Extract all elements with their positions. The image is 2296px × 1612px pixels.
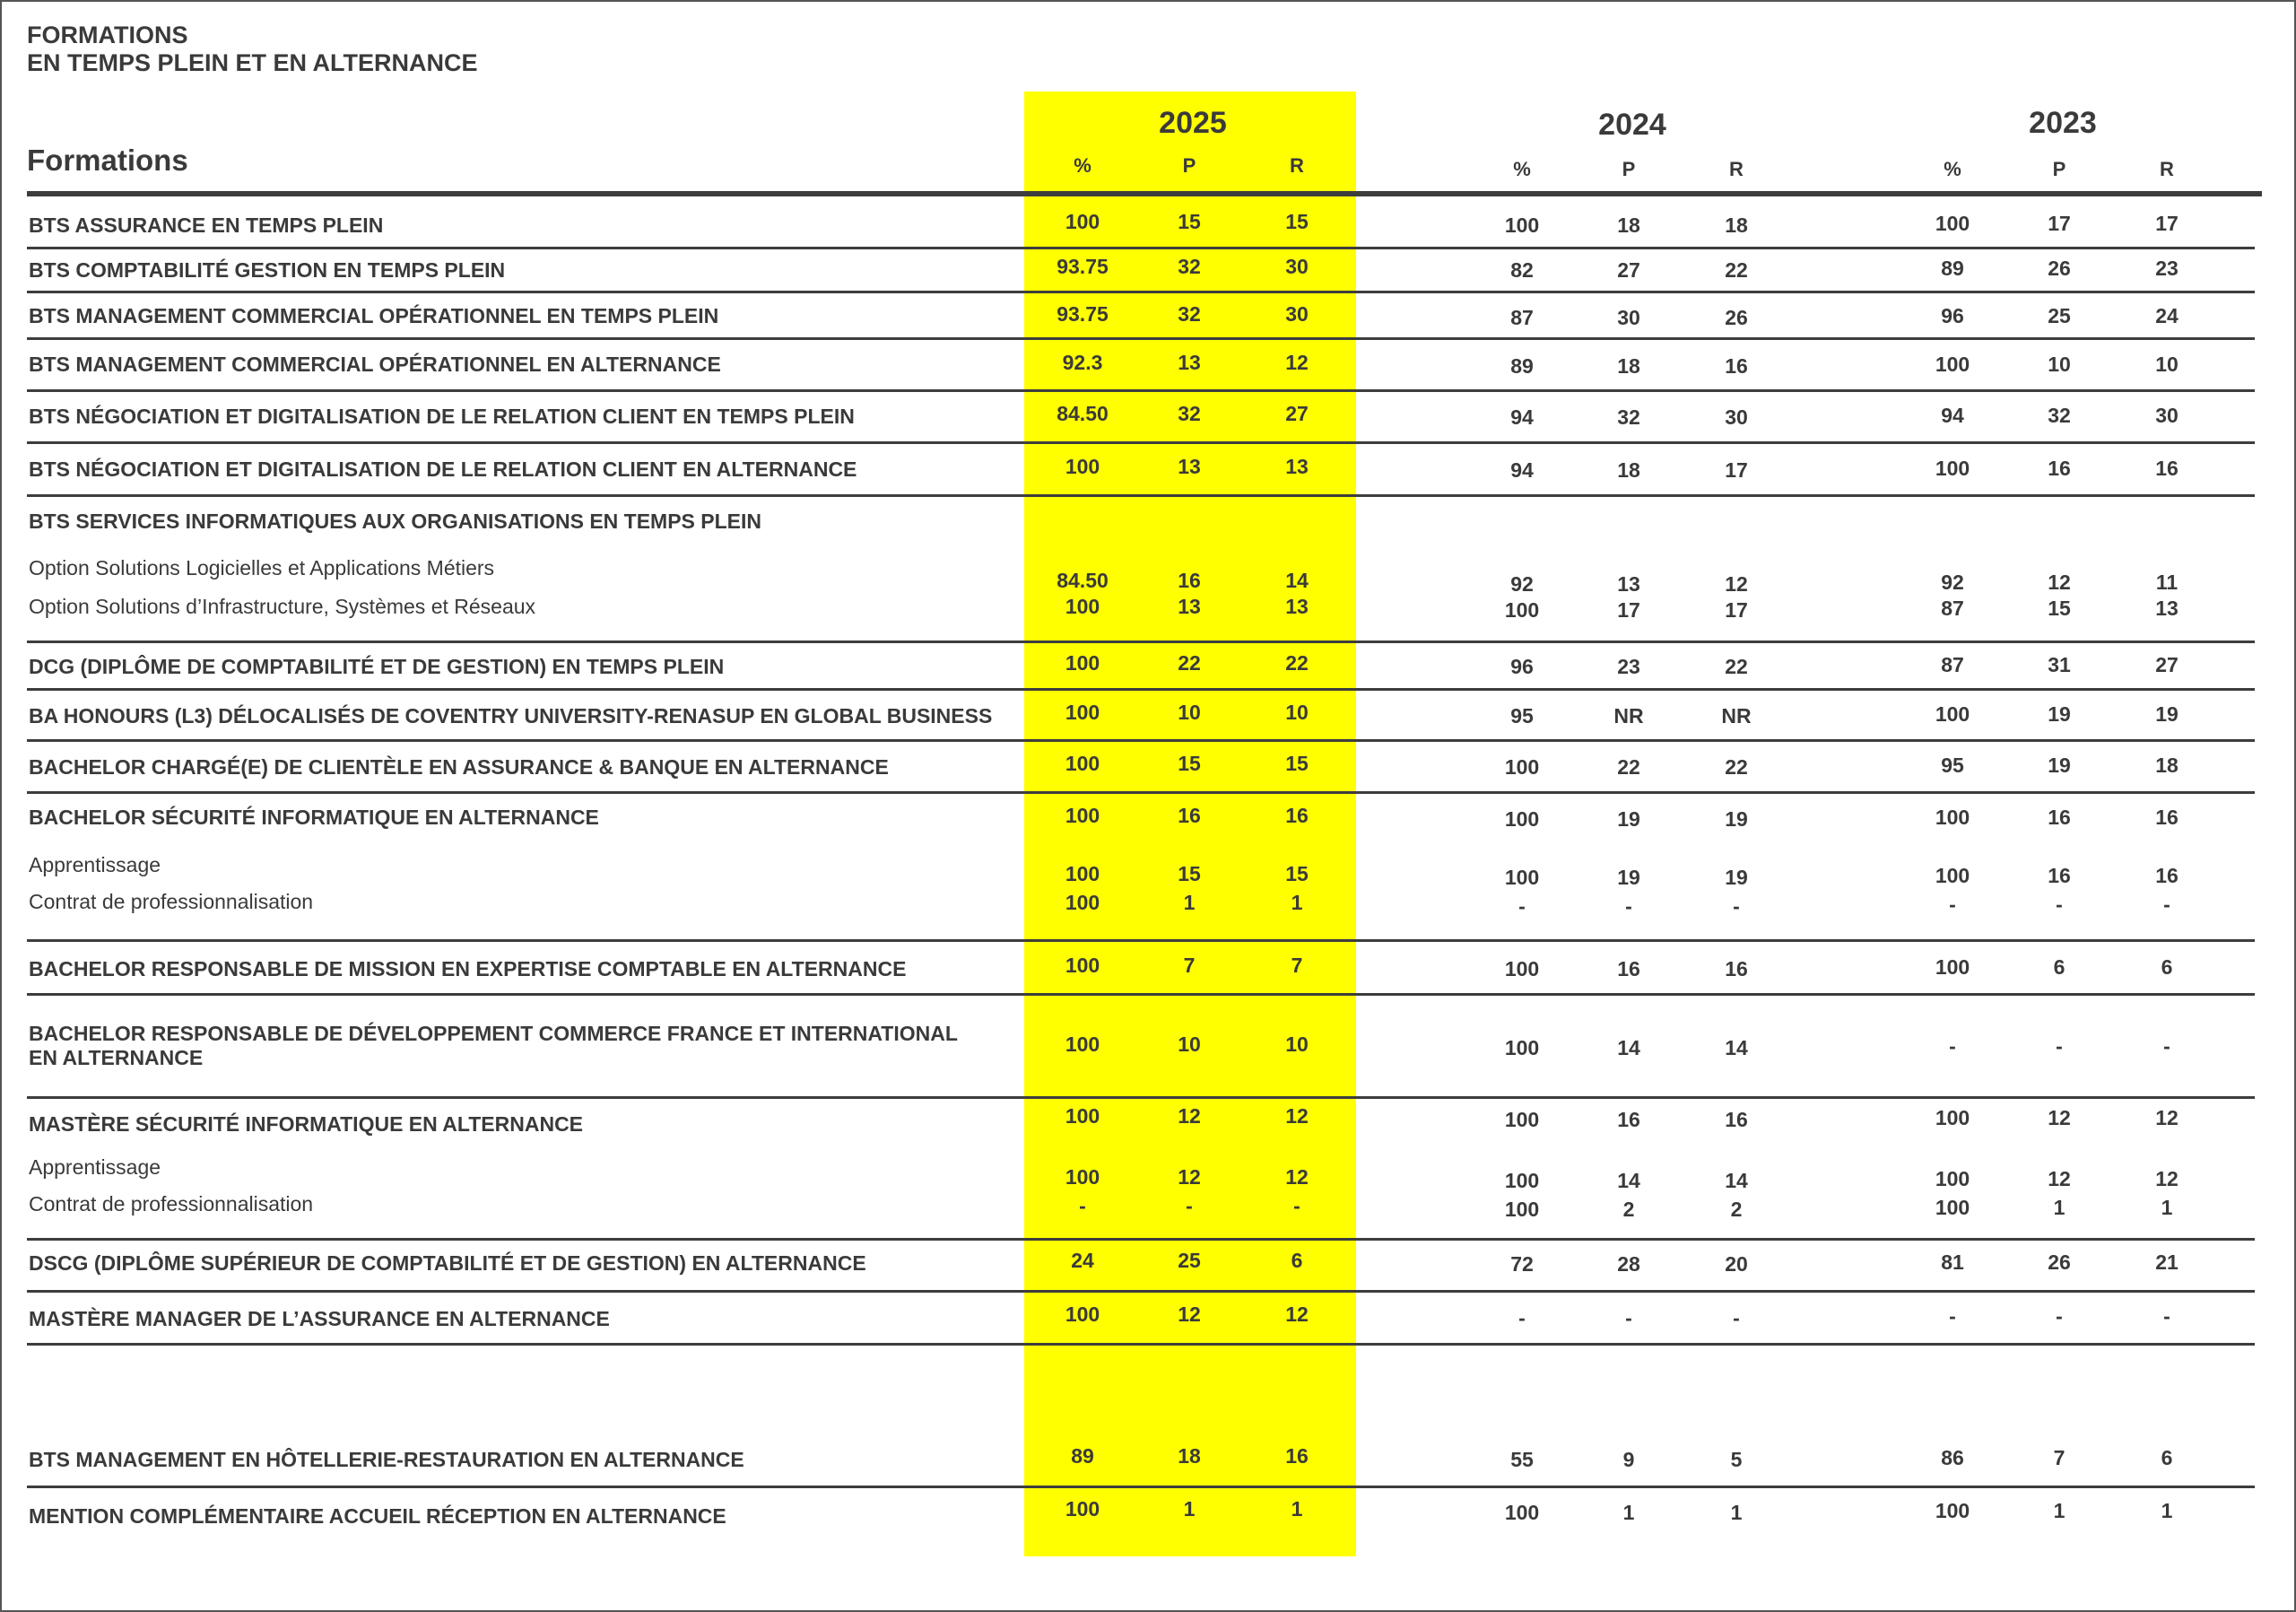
header-rule	[27, 191, 2262, 196]
row-10-sub-0-2024-r: 19	[1725, 866, 1748, 889]
row-17-2024-percent: 100	[1504, 1501, 1540, 1524]
row-13-sub-1-2023-r: 1	[2161, 1196, 2173, 1219]
sub-header-reussis: R	[2160, 158, 2174, 180]
row-13-sub-1-2023-percent: 100	[1935, 1196, 1970, 1219]
row-13-sub-0-2023-percent: 100	[1935, 1167, 1970, 1190]
row-10-2023-r: 16	[2155, 806, 2179, 829]
row-4-2023-percent: 94	[1941, 404, 1964, 427]
row-13-2024-percent: 100	[1504, 1108, 1540, 1131]
row-12-2024-p: 14	[1617, 1036, 1640, 1059]
row-15-2025-percent: 100	[1065, 1303, 1100, 1326]
row-0-2023-percent: 100	[1935, 212, 1970, 235]
row-11-2023-p: 6	[2053, 955, 2066, 979]
row-13-2024-p: 16	[1617, 1108, 1640, 1131]
row-3-2023-p: 10	[2048, 353, 2071, 376]
row-12-2025-p: 10	[1178, 1033, 1201, 1056]
row-17-2023-percent: 100	[1935, 1499, 1970, 1522]
formation-label: DSCG (DIPLÔME SUPÉRIEUR DE COMPTABILITÉ ET DE GESTION) EN ALTERNANCE	[29, 1251, 866, 1275]
row-6-sub-0-2025-r: 14	[1285, 569, 1309, 592]
row-3-2025-percent: 92.3	[1062, 351, 1103, 374]
formation-label: BACHELOR RESPONSABLE DE MISSION EN EXPERTISE COMPTABLE EN ALTERNANCE	[29, 957, 907, 980]
row-16-2025-p: 18	[1178, 1444, 1201, 1468]
row-7-2023-percent: 87	[1941, 653, 1964, 676]
row-5-2024-p: 18	[1617, 458, 1640, 482]
row-5-2024-percent: 94	[1510, 458, 1534, 482]
year-header-2024: 2024	[1598, 108, 1666, 142]
row-10-sub-1-2023-p: -	[2056, 893, 2063, 916]
row-11-2025-percent: 100	[1065, 954, 1100, 977]
row-1-2024-percent: 82	[1510, 258, 1534, 282]
row-divider	[27, 1290, 2255, 1293]
row-8-2024-r: NR	[1721, 704, 1752, 728]
sub-header-presentes: P	[1622, 158, 1636, 180]
row-divider	[27, 247, 2255, 249]
row-4-2023-r: 30	[2155, 404, 2179, 427]
formation-label: BTS MANAGEMENT COMMERCIAL OPÉRATIONNEL EN TEMPS PLEIN	[29, 304, 719, 327]
row-11-2025-r: 7	[1291, 954, 1303, 977]
row-3-2025-r: 12	[1285, 351, 1309, 374]
row-15-2023-r: -	[2163, 1304, 2170, 1328]
sub-header-presentes: P	[2052, 158, 2066, 180]
row-10-sub-0-2025-p: 15	[1178, 862, 1201, 885]
row-14-2023-percent: 81	[1941, 1250, 1964, 1274]
row-11-2024-r: 16	[1725, 957, 1748, 980]
row-13-sub-0-2023-p: 12	[2048, 1167, 2071, 1190]
row-2-2023-percent: 96	[1941, 304, 1964, 327]
row-6-sub-1-2023-percent: 87	[1941, 597, 1964, 620]
row-5-2025-p: 13	[1178, 455, 1201, 478]
row-6-sub-1-2024-p: 17	[1617, 598, 1640, 622]
row-13-2023-percent: 100	[1935, 1106, 1970, 1129]
document-title-line-2: EN TEMPS PLEIN ET EN ALTERNANCE	[27, 49, 478, 76]
row-13-sub-1-2024-percent: 100	[1504, 1198, 1540, 1221]
row-10-2023-percent: 100	[1935, 806, 1970, 829]
formation-label: BA HONOURS (L3) DÉLOCALISÉS DE COVENTRY UNIVERSITY-RENASUP EN GLOBAL BUSINESS	[29, 704, 993, 728]
formation-label: BTS ASSURANCE EN TEMPS PLEIN	[29, 213, 384, 237]
row-0-2024-r: 18	[1725, 213, 1748, 237]
row-7-2025-r: 22	[1285, 651, 1309, 675]
row-12-2023-r: -	[2163, 1034, 2170, 1058]
row-16-2025-percent: 89	[1071, 1444, 1094, 1468]
row-1-2025-p: 32	[1178, 255, 1201, 278]
row-6-sub-0-2024-percent: 92	[1510, 572, 1534, 596]
row-9-2024-percent: 100	[1504, 755, 1540, 779]
sub-header-percent: %	[1513, 158, 1531, 180]
row-4-2024-r: 30	[1725, 405, 1748, 429]
year-header-2023: 2023	[2029, 106, 2097, 140]
row-13-2025-percent: 100	[1065, 1104, 1100, 1128]
row-13-sub-1-2025-r: -	[1293, 1194, 1300, 1217]
row-0-2025-percent: 100	[1065, 210, 1100, 233]
row-13-2025-p: 12	[1178, 1104, 1201, 1128]
row-11-2024-p: 16	[1617, 957, 1640, 980]
row-10-sub-0-2025-percent: 100	[1065, 862, 1100, 885]
row-6-sub-1-2023-r: 13	[2155, 597, 2179, 620]
row-2-2024-p: 30	[1617, 306, 1640, 329]
row-1-2025-percent: 93.75	[1057, 255, 1109, 278]
row-10-2024-p: 19	[1617, 807, 1640, 831]
row-5-2024-r: 17	[1725, 458, 1748, 482]
row-10-2023-p: 16	[2048, 806, 2071, 829]
row-13-sub-1-2023-p: 1	[2053, 1196, 2066, 1219]
row-4-2024-percent: 94	[1510, 405, 1534, 429]
row-1-2023-percent: 89	[1941, 257, 1964, 280]
row-14-2024-percent: 72	[1510, 1252, 1534, 1276]
row-divider	[27, 441, 2255, 444]
row-2-2025-p: 32	[1178, 302, 1201, 326]
row-14-2023-r: 21	[2155, 1250, 2179, 1274]
row-8-2024-percent: 95	[1510, 704, 1534, 728]
row-7-2023-p: 31	[2048, 653, 2071, 676]
row-15-2025-r: 12	[1285, 1303, 1309, 1326]
row-15-2025-p: 12	[1178, 1303, 1201, 1326]
sub-formation-label: Option Solutions Logicielles et Applications Métiers	[29, 556, 495, 579]
row-divider	[27, 739, 2255, 742]
row-10-2024-percent: 100	[1504, 807, 1540, 831]
formation-label: MENTION COMPLÉMENTAIRE ACCUEIL RÉCEPTION EN ALTERNANCE	[29, 1504, 726, 1528]
row-17-2025-percent: 100	[1065, 1497, 1100, 1521]
row-13-sub-1-2024-p: 2	[1622, 1198, 1635, 1221]
row-14-2023-p: 26	[2048, 1250, 2071, 1274]
row-17-2024-r: 1	[1730, 1501, 1743, 1524]
row-13-sub-1-2025-percent: -	[1079, 1194, 1086, 1217]
row-11-2023-percent: 100	[1935, 955, 1970, 979]
row-divider	[27, 494, 2255, 497]
sub-formation-label: Contrat de professionnalisation	[29, 1192, 314, 1216]
row-10-sub-1-2025-percent: 100	[1065, 891, 1100, 914]
row-1-2024-r: 22	[1725, 258, 1748, 282]
row-8-2024-p: NR	[1613, 704, 1644, 728]
row-13-2023-p: 12	[2048, 1106, 2071, 1129]
row-15-2023-p: -	[2056, 1304, 2063, 1328]
row-6-sub-1-2024-r: 17	[1725, 598, 1748, 622]
row-6-sub-1-2025-r: 13	[1285, 595, 1309, 618]
formation-label: BTS COMPTABILITÉ GESTION EN TEMPS PLEIN	[29, 258, 506, 282]
sub-formation-label: Option Solutions d’Infrastructure, Systèmes et Réseaux	[29, 595, 536, 618]
row-divider	[27, 1238, 2255, 1241]
row-10-sub-0-2025-r: 15	[1285, 862, 1309, 885]
sub-header-reussis: R	[1290, 154, 1304, 177]
row-3-2023-r: 10	[2155, 353, 2179, 376]
row-16-2023-r: 6	[2161, 1446, 2173, 1469]
row-7-2024-r: 22	[1725, 655, 1748, 678]
row-3-2024-percent: 89	[1510, 354, 1534, 378]
row-divider	[27, 993, 2255, 996]
sub-formation-label: Apprentissage	[29, 853, 161, 876]
formation-label: BTS NÉGOCIATION ET DIGITALISATION DE LE RELATION CLIENT EN TEMPS PLEIN	[29, 405, 855, 428]
row-13-2025-r: 12	[1285, 1104, 1309, 1128]
row-9-2025-r: 15	[1285, 752, 1309, 775]
row-10-2025-p: 16	[1178, 804, 1201, 827]
row-1-2023-p: 26	[2048, 257, 2071, 280]
row-1-2025-r: 30	[1285, 255, 1309, 278]
row-1-2023-r: 23	[2155, 257, 2179, 280]
row-5-2023-percent: 100	[1935, 457, 1970, 480]
row-6-sub-0-2025-percent: 84.50	[1057, 569, 1109, 592]
row-2-2023-r: 24	[2155, 304, 2179, 327]
row-10-sub-1-2025-r: 1	[1291, 891, 1303, 914]
row-10-sub-1-2024-percent: -	[1518, 894, 1526, 918]
sub-header-reussis: R	[1729, 158, 1744, 180]
formations-column-header: Formations	[27, 144, 188, 177]
row-9-2023-r: 18	[2155, 754, 2179, 777]
row-2-2024-r: 26	[1725, 306, 1748, 329]
row-0-2023-p: 17	[2048, 212, 2071, 235]
row-2-2024-percent: 87	[1510, 306, 1534, 329]
row-divider	[27, 1486, 2255, 1488]
row-12-2023-percent: -	[1949, 1034, 1956, 1058]
row-divider	[27, 1096, 2255, 1099]
row-16-2023-p: 7	[2053, 1446, 2066, 1469]
row-13-2023-r: 12	[2155, 1106, 2179, 1129]
row-3-2024-p: 18	[1617, 354, 1640, 378]
row-16-2024-percent: 55	[1510, 1448, 1534, 1471]
formation-label-line-2: EN ALTERNANCE	[29, 1046, 204, 1069]
row-3-2023-percent: 100	[1935, 353, 1970, 376]
formation-label: MASTÈRE SÉCURITÉ INFORMATIQUE EN ALTERNANCE	[29, 1112, 584, 1136]
row-4-2025-percent: 84.50	[1057, 402, 1109, 425]
row-10-sub-1-2023-percent: -	[1949, 893, 1956, 916]
row-4-2025-p: 32	[1178, 402, 1201, 425]
formation-label: BTS SERVICES INFORMATIQUES AUX ORGANISATIONS EN TEMPS PLEIN	[29, 510, 762, 533]
row-9-2024-p: 22	[1617, 755, 1640, 779]
formation-label: DCG (DIPLÔME DE COMPTABILITÉ ET DE GESTION) EN TEMPS PLEIN	[29, 655, 725, 678]
row-16-2024-r: 5	[1730, 1448, 1743, 1471]
row-13-sub-1-2025-p: -	[1186, 1194, 1193, 1217]
row-divider	[27, 291, 2255, 293]
sub-header-percent: %	[1944, 158, 1961, 180]
row-9-2023-p: 19	[2048, 754, 2071, 777]
row-7-2023-r: 27	[2155, 653, 2179, 676]
row-13-sub-0-2025-percent: 100	[1065, 1165, 1100, 1189]
row-5-2023-r: 16	[2155, 457, 2179, 480]
row-11-2024-percent: 100	[1504, 957, 1540, 980]
row-6-sub-0-2023-r: 11	[2155, 571, 2179, 594]
row-1-2024-p: 27	[1617, 258, 1640, 282]
row-10-sub-1-2024-p: -	[1625, 894, 1632, 918]
row-0-2024-percent: 100	[1504, 213, 1540, 237]
formation-label: BACHELOR CHARGÉ(E) DE CLIENTÈLE EN ASSURANCE & BANQUE EN ALTERNANCE	[29, 755, 889, 779]
row-divider	[27, 939, 2255, 942]
row-6-sub-0-2024-p: 13	[1617, 572, 1640, 596]
row-15-2024-percent: -	[1518, 1306, 1526, 1329]
row-12-2023-p: -	[2056, 1034, 2063, 1058]
row-6-sub-1-2024-percent: 100	[1504, 598, 1540, 622]
row-17-2023-r: 1	[2161, 1499, 2173, 1522]
row-2-2025-percent: 93.75	[1057, 302, 1109, 326]
row-17-2025-r: 1	[1291, 1497, 1303, 1521]
row-9-2025-percent: 100	[1065, 752, 1100, 775]
row-10-2025-r: 16	[1285, 804, 1309, 827]
row-4-2023-p: 32	[2048, 404, 2071, 427]
row-14-2024-p: 28	[1617, 1252, 1640, 1276]
row-13-sub-0-2024-p: 14	[1617, 1169, 1640, 1192]
row-10-sub-1-2023-r: -	[2163, 893, 2170, 916]
row-6-sub-0-2023-p: 12	[2048, 571, 2071, 594]
sub-formation-label: Apprentissage	[29, 1155, 161, 1179]
row-8-2023-p: 19	[2048, 702, 2071, 726]
row-17-2023-p: 1	[2053, 1499, 2066, 1522]
row-2-2023-p: 25	[2048, 304, 2071, 327]
row-4-2025-r: 27	[1285, 402, 1309, 425]
row-6-sub-1-2025-percent: 100	[1065, 595, 1100, 618]
row-15-2023-percent: -	[1949, 1304, 1956, 1328]
row-6-sub-1-2023-p: 15	[2048, 597, 2071, 620]
row-10-sub-1-2024-r: -	[1733, 894, 1740, 918]
row-7-2025-percent: 100	[1065, 651, 1100, 675]
row-13-sub-0-2025-r: 12	[1285, 1165, 1309, 1189]
row-6-sub-0-2023-percent: 92	[1941, 571, 1964, 594]
row-2-2025-r: 30	[1285, 302, 1309, 326]
row-14-2025-p: 25	[1178, 1249, 1201, 1272]
row-10-sub-1-2025-p: 1	[1183, 891, 1196, 914]
row-8-2023-percent: 100	[1935, 702, 1970, 726]
sub-formation-label: Contrat de professionnalisation	[29, 890, 314, 913]
row-4-2024-p: 32	[1617, 405, 1640, 429]
row-8-2023-r: 19	[2155, 702, 2179, 726]
row-10-sub-0-2023-percent: 100	[1935, 864, 1970, 887]
document-title-line-1: FORMATIONS	[27, 22, 188, 48]
row-14-2025-r: 6	[1291, 1249, 1303, 1272]
formation-label: BTS NÉGOCIATION ET DIGITALISATION DE LE RELATION CLIENT EN ALTERNANCE	[29, 457, 857, 481]
row-7-2024-percent: 96	[1510, 655, 1534, 678]
formation-label: BTS MANAGEMENT COMMERCIAL OPÉRATIONNEL EN ALTERNANCE	[29, 353, 721, 376]
sub-header-percent: %	[1074, 154, 1091, 177]
row-divider	[27, 1343, 2255, 1346]
row-11-2023-r: 6	[2161, 955, 2173, 979]
row-0-2023-r: 17	[2155, 212, 2179, 235]
row-divider	[27, 389, 2255, 392]
row-10-sub-0-2023-r: 16	[2155, 864, 2179, 887]
row-6-sub-0-2025-p: 16	[1178, 569, 1201, 592]
row-15-2024-r: -	[1733, 1306, 1740, 1329]
row-11-2025-p: 7	[1183, 954, 1196, 977]
row-8-2025-percent: 100	[1065, 701, 1100, 724]
row-16-2025-r: 16	[1285, 1444, 1309, 1468]
row-9-2024-r: 22	[1725, 755, 1748, 779]
row-7-2025-p: 22	[1178, 651, 1201, 675]
row-13-2024-r: 16	[1725, 1108, 1748, 1131]
row-13-sub-0-2023-r: 12	[2155, 1167, 2179, 1190]
row-divider	[27, 337, 2255, 340]
row-16-2023-percent: 86	[1941, 1446, 1964, 1469]
formation-label: BTS MANAGEMENT EN HÔTELLERIE-RESTAURATION EN ALTERNANCE	[29, 1448, 744, 1471]
row-15-2024-p: -	[1625, 1306, 1632, 1329]
row-5-2025-percent: 100	[1065, 455, 1100, 478]
row-10-2024-r: 19	[1725, 807, 1748, 831]
row-16-2024-p: 9	[1622, 1448, 1635, 1471]
row-6-sub-1-2025-p: 13	[1178, 595, 1201, 618]
row-12-2024-percent: 100	[1504, 1036, 1540, 1059]
row-12-2025-r: 10	[1285, 1033, 1309, 1056]
row-13-sub-0-2024-percent: 100	[1504, 1169, 1540, 1192]
row-9-2023-percent: 95	[1941, 754, 1964, 777]
row-13-sub-1-2024-r: 2	[1730, 1198, 1743, 1221]
row-8-2025-r: 10	[1285, 701, 1309, 724]
row-0-2024-p: 18	[1617, 213, 1640, 237]
row-0-2025-p: 15	[1178, 210, 1201, 233]
row-divider	[27, 688, 2255, 691]
row-13-sub-0-2024-r: 14	[1725, 1169, 1748, 1192]
row-10-sub-0-2024-p: 19	[1617, 866, 1640, 889]
row-14-2024-r: 20	[1725, 1252, 1748, 1276]
row-6-sub-0-2024-r: 12	[1725, 572, 1748, 596]
row-12-2024-r: 14	[1725, 1036, 1748, 1059]
row-7-2024-p: 23	[1617, 655, 1640, 678]
row-5-2025-r: 13	[1285, 455, 1309, 478]
row-3-2025-p: 13	[1178, 351, 1201, 374]
row-10-sub-0-2024-percent: 100	[1504, 866, 1540, 889]
formation-label: BACHELOR SÉCURITÉ INFORMATIQUE EN ALTERNANCE	[29, 806, 599, 829]
row-divider	[27, 640, 2255, 643]
row-divider	[27, 791, 2255, 794]
formation-label: MASTÈRE MANAGER DE L’ASSURANCE EN ALTERNANCE	[29, 1307, 610, 1330]
row-17-2024-p: 1	[1622, 1501, 1635, 1524]
row-9-2025-p: 15	[1178, 752, 1201, 775]
row-10-sub-0-2023-p: 16	[2048, 864, 2071, 887]
row-17-2025-p: 1	[1183, 1497, 1196, 1521]
row-13-sub-0-2025-p: 12	[1178, 1165, 1201, 1189]
row-0-2025-r: 15	[1285, 210, 1309, 233]
row-14-2025-percent: 24	[1071, 1249, 1094, 1272]
row-8-2025-p: 10	[1178, 701, 1201, 724]
sub-header-presentes: P	[1182, 154, 1196, 177]
row-3-2024-r: 16	[1725, 354, 1748, 378]
row-10-2025-percent: 100	[1065, 804, 1100, 827]
year-header-2025: 2025	[1159, 106, 1227, 140]
formation-label: BACHELOR RESPONSABLE DE DÉVELOPPEMENT COMMERCE FRANCE ET INTERNATIONAL	[29, 1022, 958, 1045]
row-5-2023-p: 16	[2048, 457, 2071, 480]
row-12-2025-percent: 100	[1065, 1033, 1100, 1056]
